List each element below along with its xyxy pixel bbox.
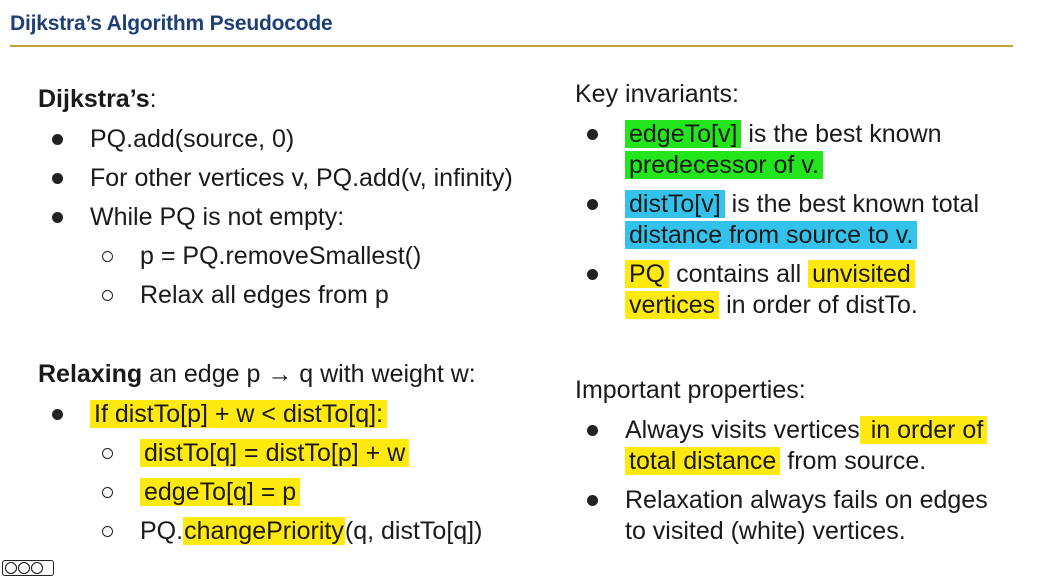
substep-relax-edges: Relax all edges from p (38, 276, 558, 315)
bullet-icon (587, 129, 598, 140)
step-add-source: PQ.add(source, 0) (38, 120, 558, 159)
bullet-icon (587, 425, 598, 436)
bullet-icon (52, 134, 63, 145)
bullet-icon (52, 409, 63, 420)
hollow-bullet-icon (102, 251, 113, 262)
relax-update-edgeto: edgeTo[q] = p (38, 473, 558, 512)
relax-change-priority: PQ.changePriority(q, distTo[q]) (38, 512, 558, 551)
bullet-icon (587, 495, 598, 506)
hollow-bullet-icon (102, 290, 113, 301)
properties-heading: Important properties: (575, 376, 806, 404)
hollow-bullet-icon (102, 487, 113, 498)
bullet-icon (52, 173, 63, 184)
relax-condition: If distTo[p] + w < distTo[q]: (38, 395, 558, 434)
invariants-heading: Key invariants: (575, 80, 739, 108)
invariant-edgeto: edgeTo[v] is the best known predecessor of v. (575, 119, 1045, 181)
right-column (575, 75, 1045, 547)
step-add-others: For other vertices v, PQ.add(v, infinity) (38, 159, 558, 198)
invariant-pq: PQ contains all unvisited vertices in order of distTo. (575, 259, 1045, 321)
property-visit-order: Always visits vertices in order of total distance from source. (575, 415, 1045, 477)
title-rule (10, 45, 1013, 47)
bullet-icon (587, 199, 598, 210)
creative-commons-icon (2, 560, 54, 576)
hollow-bullet-icon (102, 526, 113, 537)
invariant-distto: distTo[v] is the best known total distance from source to v. (575, 189, 1045, 251)
bullet-icon (587, 269, 598, 280)
step-while-loop: While PQ is not empty: (38, 198, 558, 237)
relax-update-distto: distTo[q] = distTo[p] + w (38, 434, 558, 473)
bullet-icon (52, 212, 63, 223)
hollow-bullet-icon (102, 448, 113, 459)
substep-remove-smallest: p = PQ.removeSmallest() (38, 237, 558, 276)
relaxing-heading: Relaxing an edge p → q with weight w: (38, 360, 476, 388)
property-relaxation-fails: Relaxation always fails on edges to visited (white) vertices. (575, 485, 1045, 547)
dijkstra-heading: Dijkstra’s: (38, 85, 157, 113)
slide-title: Dijkstra’s Algorithm Pseudocode (10, 12, 333, 35)
left-column (38, 80, 558, 551)
